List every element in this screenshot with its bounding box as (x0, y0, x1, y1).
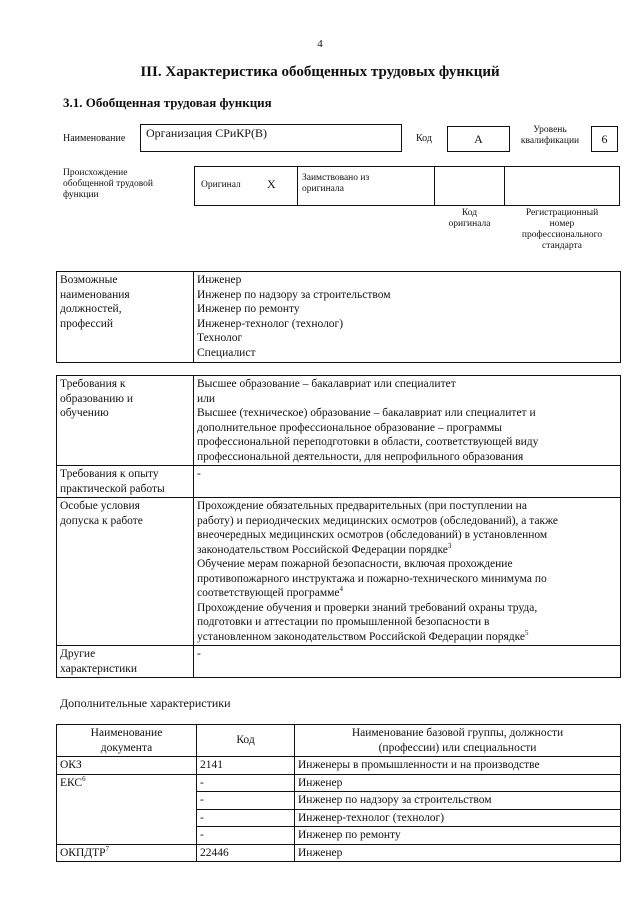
position-item: Технолог (197, 332, 243, 344)
name-cell: Инженер-технолог (технолог) (295, 809, 621, 827)
other-label-line: Другие (60, 648, 96, 660)
origin-label-3: функции (63, 190, 99, 200)
col-name-header (295, 725, 621, 757)
code-cell: - (197, 809, 295, 827)
conditions-value (194, 498, 621, 646)
footnote-ref: 3 (447, 541, 452, 550)
reg-number-cell (504, 166, 620, 206)
col-doc-header (57, 725, 197, 757)
code-value-box (447, 126, 510, 152)
footnote-ref: 6 (82, 774, 86, 783)
name-cell: Инженер (295, 844, 621, 862)
borrowed-label-1: Заимствовано из (302, 173, 370, 183)
footnote-ref: 5 (525, 628, 529, 637)
education-line: Высшее (техническое) образование – бакалавриат или специалитет и (197, 407, 536, 419)
code-cell: 22446 (197, 844, 295, 862)
origin-label-1: Происхождение (63, 168, 128, 178)
doc-cell (57, 774, 197, 844)
col-doc-header-line: Наименование (90, 727, 163, 739)
name-cell: Инженеры в промышленности и на производстве (295, 757, 621, 775)
additional-table (56, 724, 621, 862)
doc-text: ЕКС (60, 776, 83, 789)
education-label-line: образованию и (60, 392, 133, 405)
positions-list (194, 272, 621, 363)
name-cell: Инженер (295, 774, 621, 792)
borrowed-cell (297, 166, 435, 206)
reg-caption-4: стандарта (542, 241, 582, 251)
conditions-line: Обучение мерам пожарной безопасности, включая прохождение (197, 558, 513, 570)
level-label-2: квалификации (520, 136, 580, 146)
education-line: профессиональной переподготовки в области, соответствующей виду (197, 436, 539, 448)
position-item: Инженер-технолог (технолог) (197, 317, 344, 330)
reg-caption-3: профессионального (521, 230, 603, 240)
level-value: 6 (601, 132, 608, 146)
code-value: А (474, 132, 483, 146)
code-original-caption-2: оригинала (448, 219, 491, 229)
reg-caption-2: номер (549, 219, 575, 229)
conditions-line: Прохождение обучения и проверки знаний требований охраны труда, (197, 601, 538, 614)
name-cell: Инженер по надзору за строительством (295, 792, 621, 810)
level-label (514, 125, 586, 147)
name-label: Наименование (63, 133, 126, 144)
table-row (57, 774, 621, 792)
code-cell: - (197, 792, 295, 810)
position-item: Инженер (197, 274, 242, 286)
footnote-ref: 4 (339, 585, 343, 594)
subsection-title: 3.1. Обобщенная трудовая функция (63, 95, 272, 110)
conditions-label-line: Особые условия (60, 500, 140, 512)
conditions-line: внеочередных медицинских осмотров (обследований) в установленном (197, 529, 548, 541)
education-line: профессиональной деятельности, для непрофильного образования (197, 450, 524, 463)
conditions-line-text: соответствующей программе (197, 587, 340, 599)
code-label: Код (416, 133, 432, 144)
footnote-ref: 7 (105, 844, 110, 853)
reg-caption-1: Регистрационный (525, 208, 599, 218)
borrowed-label-2: оригинала (302, 184, 344, 194)
positions-table (56, 271, 621, 363)
origin-label-2: обобщенной трудовой (63, 179, 153, 189)
positions-label-line: наименования (60, 288, 130, 301)
position-item: Инженер по ремонту (197, 303, 300, 315)
reg-number-caption (504, 208, 620, 252)
doc-cell (57, 757, 197, 775)
code-original-cell (434, 166, 505, 206)
conditions-line-text: законодательством Российской Федерации порядке (197, 543, 448, 556)
origin-label (63, 168, 191, 201)
doc-cell (57, 844, 197, 862)
education-line: дополнительное профессиональное образование – программы (197, 421, 502, 434)
name-cell: Инженер по ремонту (295, 827, 621, 845)
positions-label-line: профессий (60, 317, 114, 330)
level-value-box (591, 126, 618, 152)
positions-label (57, 272, 194, 363)
table-row (57, 757, 621, 775)
doc-text: ОКПДТР (60, 846, 106, 859)
additional-heading: Дополнительные характеристики (60, 696, 231, 710)
experience-label-line: Требования к опыту (60, 468, 159, 480)
conditions-line (197, 630, 617, 645)
original-cell (194, 166, 298, 206)
positions-label-line: должностей, (60, 303, 122, 315)
positions-label-line: Возможные (60, 274, 118, 286)
other-value: - (194, 646, 621, 678)
name-value-box (140, 124, 402, 152)
level-label-1: Уровень (533, 125, 567, 135)
code-original-caption (434, 208, 505, 230)
col-doc-header-line: документа (100, 741, 153, 754)
position-item: Специалист (197, 346, 256, 359)
code-cell: - (197, 774, 295, 792)
other-label (57, 646, 194, 678)
col-code-header: Код (197, 725, 295, 757)
education-label-line: обучению (60, 407, 109, 419)
code-cell: - (197, 827, 295, 845)
experience-label (57, 466, 194, 498)
conditions-line: работу) и периодических медицинских осмотров (обследований), а также (197, 514, 559, 527)
conditions-line (197, 586, 617, 601)
code-cell: 2141 (197, 757, 295, 775)
education-line: или (197, 392, 216, 405)
col-name-header-line: Наименование базовой группы, должности (351, 727, 564, 739)
education-value (194, 376, 621, 466)
page-number: 4 (317, 38, 323, 50)
education-label (57, 376, 194, 466)
doc-text: ОКЗ (60, 759, 82, 771)
conditions-line: подготовки и аттестации по промышленной безопасности в (197, 616, 490, 628)
conditions-label (57, 498, 194, 646)
table-row (57, 844, 621, 862)
conditions-line: Прохождение обязательных предварительных (при поступлении на (197, 500, 527, 512)
original-mark: Х (267, 177, 276, 191)
experience-label-line: практической работы (60, 482, 165, 495)
conditions-line: противопожарного инструктажа и пожарно-технического минимума по (197, 572, 547, 585)
education-line: Высшее образование – бакалавриат или специалитет (197, 378, 456, 390)
conditions-label-line: допуска к работе (60, 514, 143, 527)
conditions-line (197, 543, 617, 558)
position-item: Инженер по надзору за строительством (197, 288, 391, 301)
other-label-line: характеристики (60, 662, 138, 675)
name-value: Организация СРиКР(В) (146, 126, 267, 140)
education-label-line: Требования к (60, 378, 126, 390)
col-name-header-line: (профессии) или специальности (378, 741, 537, 754)
experience-value: - (194, 466, 621, 498)
conditions-line-text: установленном законодательством Российской Федерации порядке (197, 630, 525, 643)
section-title: III. Характеристика обобщенных трудовых функций (140, 64, 500, 80)
code-original-caption-1: Код (461, 208, 478, 218)
original-label: Оригинал (201, 180, 241, 190)
requirements-table (56, 375, 621, 678)
